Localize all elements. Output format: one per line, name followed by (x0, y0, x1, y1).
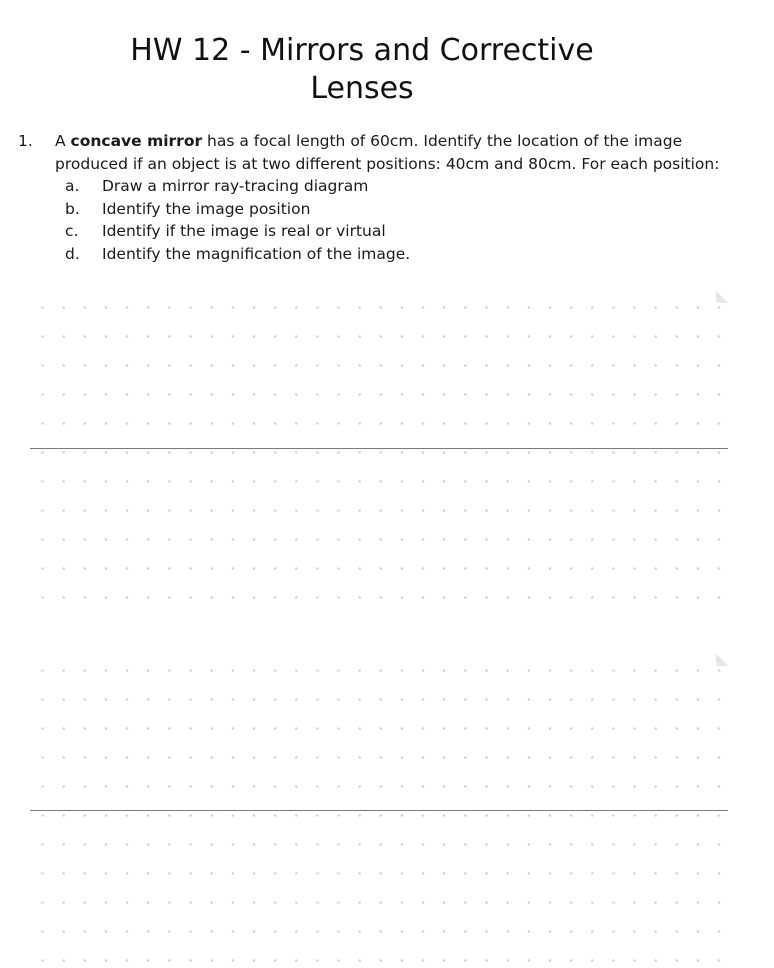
page-fold-corner (716, 291, 728, 303)
question-text-rest: has a focal length of 60cm. Identify the location of the image produced if an object is at two different positions: 40cm and 80cm. For each position: (55, 132, 720, 173)
subpart-letter: b. (65, 199, 80, 218)
subpart-list (55, 175, 735, 265)
question-number: 1. (18, 132, 33, 150)
subpart-text: Draw a mirror ray-tracing diagram (102, 177, 369, 195)
dot-grid-work-area-1[interactable] (30, 291, 728, 611)
question-text (55, 130, 735, 175)
page-fold-corner (716, 654, 728, 666)
subpart-text: Identify if the image is real or virtual (102, 222, 386, 240)
subpart-letter: d. (65, 244, 80, 263)
subpart-text: Identify the image position (102, 199, 311, 218)
subpart-a (55, 175, 735, 198)
subpart-letter: c. (65, 222, 79, 240)
work-area-divider-1 (30, 448, 728, 449)
subpart-d (55, 243, 735, 266)
question-text-bold: concave mirror (70, 132, 203, 150)
page-title: HW 12 - Mirrors and Corrective Lenses (130, 33, 594, 106)
subpart-text: Identify the magnification of the image. (102, 244, 411, 263)
question-text-prefix: A (55, 132, 71, 150)
subpart-b (55, 198, 735, 221)
work-area-divider-2 (30, 810, 728, 811)
subpart-c (55, 220, 735, 243)
subpart-letter: a. (65, 177, 80, 195)
dot-grid-work-area-2[interactable] (30, 654, 728, 968)
